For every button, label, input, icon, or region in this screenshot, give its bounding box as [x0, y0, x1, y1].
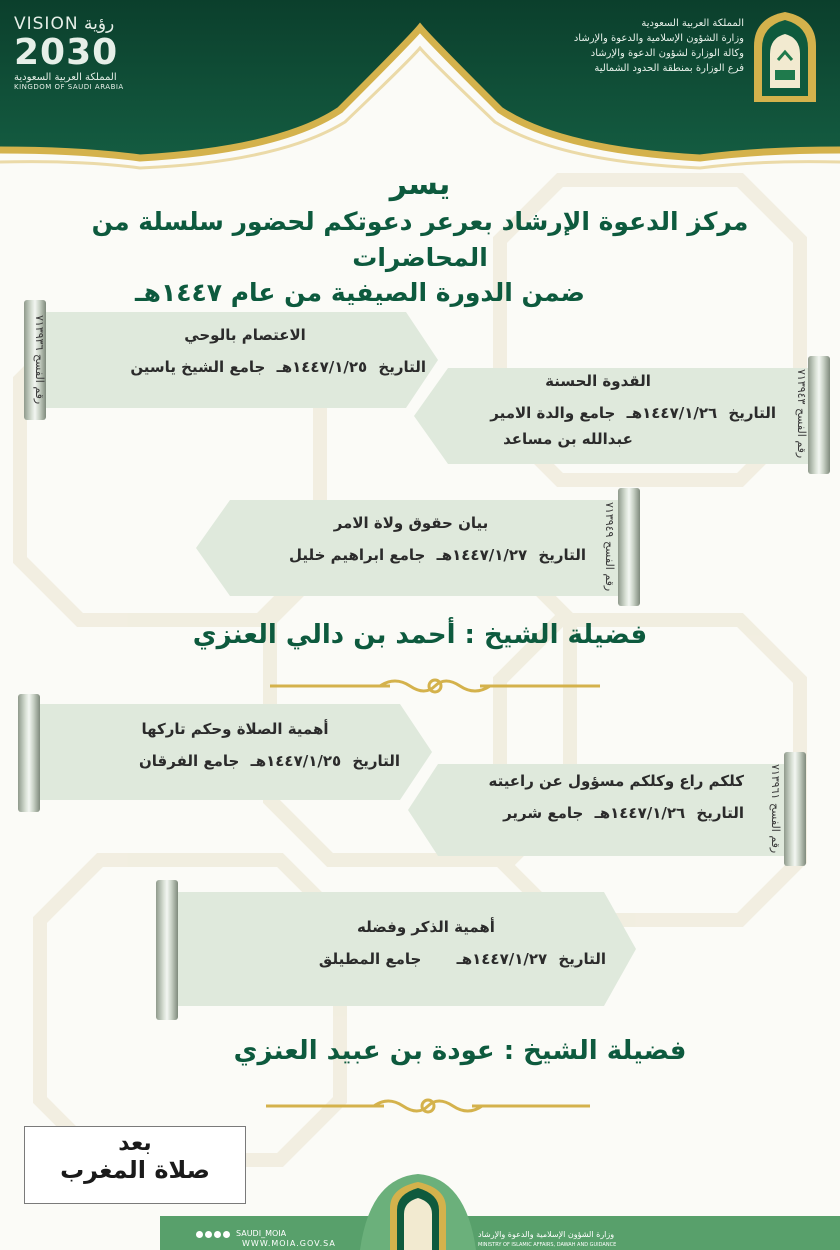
lecture-card	[156, 880, 636, 1020]
date-label: التاريخ	[696, 804, 744, 822]
lecture-text	[64, 326, 426, 380]
instagram-icon	[205, 1231, 212, 1238]
date-label: التاريخ	[728, 404, 776, 422]
scroll-roll	[156, 880, 178, 1020]
lecture-card	[408, 752, 808, 866]
permit-number	[24, 310, 46, 410]
lecture-details	[428, 800, 744, 826]
lecture-place: جامع الشيخ ياسين	[130, 358, 266, 376]
lecture-title: أهمية الذكر وفضله	[357, 918, 495, 936]
footer-ministry	[478, 1230, 678, 1250]
footer-logo-icon	[360, 1168, 476, 1250]
lecture-details	[236, 542, 586, 568]
ministry-line: فرع الوزارة بمنطقة الحدود الشمالية	[594, 63, 744, 74]
lecture-text	[246, 918, 606, 972]
lecture-text	[428, 772, 744, 826]
lecture-card	[414, 356, 830, 474]
lecture-card	[18, 694, 432, 812]
footer-contact	[196, 1229, 336, 1249]
permit-label: رقم الفسح	[769, 803, 782, 854]
lecture-card	[196, 488, 644, 606]
date-label: التاريخ	[538, 546, 586, 564]
lecture-date: ١٤٤٧/١/٢٧هـ	[456, 950, 548, 968]
lecture-place: جامع المطيلق	[318, 950, 422, 968]
vision-number: 2030	[14, 32, 119, 73]
permit-label: رقم الفسح	[795, 408, 808, 459]
lecture-details	[246, 946, 606, 972]
timing-line-1: بعد	[118, 1131, 152, 1156]
lecture-date: ١٤٤٧/١/٢٦هـ	[626, 404, 718, 422]
date-label: التاريخ	[378, 358, 426, 376]
lecture-place-continued: عبدالله بن مساعد	[503, 430, 633, 448]
scroll-roll	[808, 356, 830, 474]
footer-handle: SAUDI_MOIA	[236, 1229, 287, 1238]
ministry-line: وزارة الشؤون الإسلامية والدعوة والإرشاد	[573, 33, 744, 44]
vision-2030-logo	[14, 14, 144, 91]
ornament-divider-icon	[266, 1094, 590, 1118]
facebook-icon	[223, 1231, 230, 1238]
ministry-line: وكالة الوزارة لشؤون الدعوة والإرشاد	[590, 48, 744, 59]
title-line-2: مركز الدعوة الإرشاد بعرعر دعوتكم لحضور سلسلة من المحاضرات	[91, 207, 749, 272]
lecture-card	[24, 300, 444, 420]
sheikh-name: فضيلة الشيخ : أحمد بن دالي العنزي	[192, 620, 648, 650]
vision-country-en: KINGDOM OF SAUDI ARABIA	[14, 83, 124, 91]
lecture-details	[70, 748, 400, 774]
permit-number	[758, 764, 782, 854]
lecture-text	[236, 514, 586, 568]
invitation-title	[40, 166, 800, 310]
footer-ministry-ar: وزارة الشؤون الإسلامية والدعوة والإرشاد	[478, 1230, 615, 1239]
lecture-title: الاعتصام بالوحي	[184, 326, 306, 344]
lecture-place: جامع والدة الامير	[490, 404, 616, 422]
title-line-3: ضمن الدورة الصيفية من عام ١٤٤٧هـ	[135, 278, 585, 307]
lecture-title: أهمية الصلاة وحكم تاركها	[141, 720, 329, 738]
lecture-text	[70, 720, 400, 774]
vision-arabic: رؤية	[84, 14, 115, 34]
permit-value: ٧١٣٩٤٩	[603, 502, 616, 538]
lecture-date: ١٤٤٧/١/٢٧هـ	[436, 546, 528, 564]
lecture-title: القدوة الحسنة	[545, 372, 651, 390]
lecture-title: بيان حقوق ولاة الامر	[333, 514, 489, 532]
youtube-icon	[196, 1231, 203, 1238]
timing-box	[24, 1126, 246, 1204]
scroll-roll	[18, 694, 40, 812]
date-label: التاريخ	[352, 752, 400, 770]
ministry-logo-icon	[748, 8, 822, 104]
permit-number	[784, 368, 808, 460]
scroll-roll	[784, 752, 806, 866]
scroll-roll	[618, 488, 640, 606]
timing-line-2: صلاة المغرب	[60, 1156, 210, 1184]
sheikh-name: فضيلة الشيخ : عودة بن عبيد العنزي	[233, 1036, 687, 1066]
ministry-line: المملكة العربية السعودية	[641, 18, 744, 29]
lecture-date: ١٤٤٧/١/٢٦هـ	[594, 804, 686, 822]
lecture-place: جامع الفرقان	[138, 752, 240, 770]
vision-word: VISION	[14, 14, 79, 34]
ministry-header-text	[444, 16, 744, 76]
permit-value: ٧١٣٩٤٣	[795, 369, 808, 405]
permit-value: ٧١٣٩٦١	[769, 764, 782, 800]
lecture-details	[420, 400, 776, 426]
permit-label: رقم الفسح	[603, 541, 616, 592]
lecture-text	[420, 372, 776, 452]
lecture-place: جامع شرير	[503, 804, 584, 822]
lecture-date: ١٤٤٧/١/٢٥هـ	[250, 752, 342, 770]
permit-number	[592, 502, 616, 592]
lecture-place: جامع ابراهيم خليل	[288, 546, 426, 564]
footer-ministry-en: MINISTRY OF ISLAMIC AFFAIRS, DAWAH AND GUIDANCE	[478, 1242, 617, 1248]
permit-label: رقم الفسح	[33, 354, 46, 405]
lecture-details	[64, 354, 426, 380]
title-line-1: يسر	[389, 167, 451, 202]
lecture-title: كلكم راع وكلكم مسؤول عن راعيته	[488, 772, 744, 790]
twitter-icon	[214, 1231, 221, 1238]
footer-website: WWW.MOIA.GOV.SA	[242, 1239, 336, 1248]
date-label: التاريخ	[558, 950, 606, 968]
lecture-date: ١٤٤٧/١/٢٥هـ	[276, 358, 368, 376]
permit-value: ٧١٣٩٣٦	[33, 315, 46, 351]
vision-country-ar: المملكة العربية السعودية	[14, 72, 117, 83]
